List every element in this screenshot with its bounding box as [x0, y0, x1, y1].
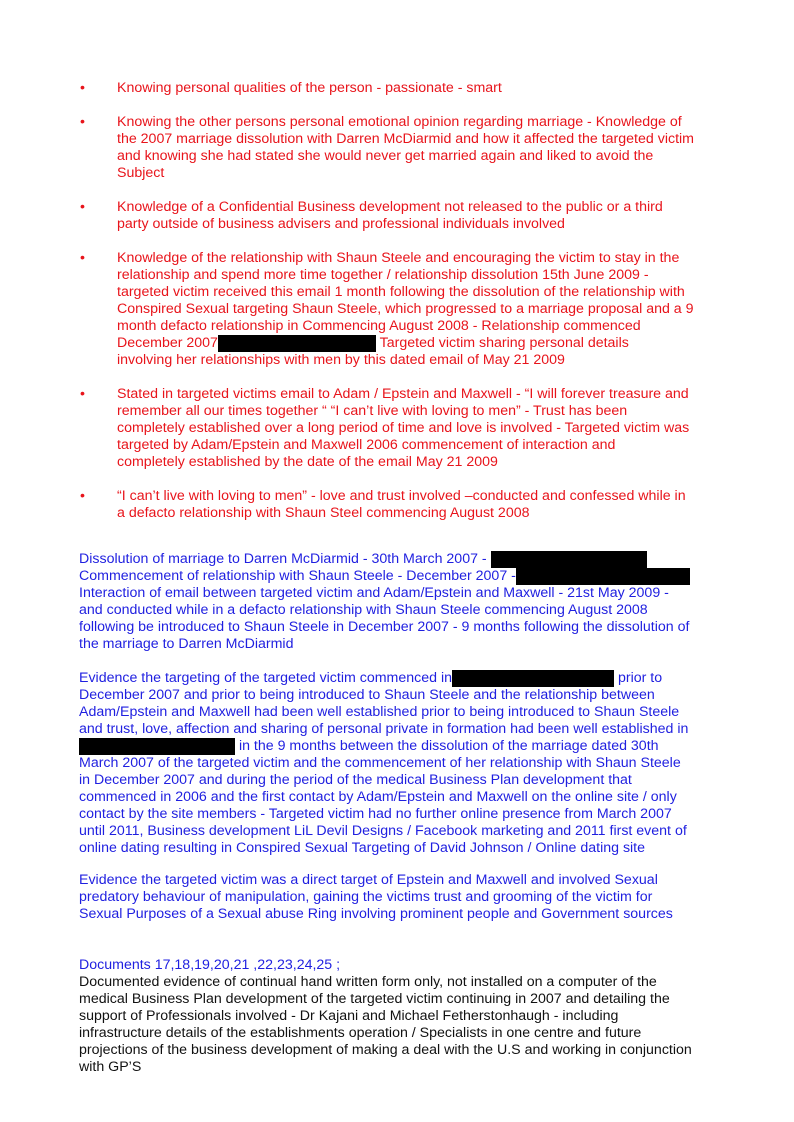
bullet-icon: •	[80, 250, 85, 266]
redaction-block	[491, 551, 647, 568]
bullet-text: Knowledge of a Confidential Business development not released to the public or a third party outside of business advisers and professional individuals involved	[117, 199, 663, 232]
bullet-item	[0, 80, 794, 97]
bullet-text: Knowing personal qualities of the person - passionate - smart	[117, 80, 502, 96]
timeline-line-2: Commencement of relationship with Shaun Steele - December 2007 -	[79, 568, 516, 584]
bullet-text: Stated in targeted victims email to Adam / Epstein and Maxwell - “I will forever treasure and remember all our times together “ “I can’t live with loving to men” - Trust has been completely established over a long period of time and love is involved - Targeted victim was targeted by Adam/Epstein and Maxwell 2006 commencement of interaction and completely established by the date of the email May 21 2009	[117, 386, 690, 470]
timeline-line-3: Interaction of email between targeted victim and Adam/Epstein and Maxwell - 21st May 2009 - and conducted while in a defacto relationship with Shaun Steele commencing August 2008 following be introduced to Shaun Steele in December 2007 - 9 months following the dissolution of the marriage to Darren McDiarmid	[79, 585, 690, 652]
bullet-icon: •	[80, 488, 85, 504]
redaction-block	[452, 670, 614, 687]
timeline-paragraph	[79, 551, 729, 653]
bullet-text: “I can’t live with loving to men” - love and trust involved –conducted and confessed while in a defacto relationship with Shaun Steel commencing August 2008	[117, 488, 686, 521]
bullet-text: Knowledge of the relationship with Shaun Steele and encouraging the victim to stay in the relationship and spend more time together / relationship dissolution 15th June 2009 - targeted victim received this email 1 month following the dissolution of the relationship with Conspired Sexual targeting Shaun Steele, which progressed to a marriage proposal and a 9 month defacto relationship in Commencing August 2008 - Relationship commenced December 2007	[117, 250, 694, 351]
bullet-item	[0, 488, 794, 522]
documents-heading: Documents 17,18,19,20,21 ,22,23,24,25 ;	[79, 957, 341, 973]
redaction-block	[516, 568, 690, 585]
bullet-list	[0, 80, 794, 539]
bullet-item	[0, 250, 794, 369]
redaction-block	[218, 335, 376, 352]
bullet-icon: •	[80, 199, 85, 215]
documents-body: Documented evidence of continual hand written form only, not installed on a computer of the medical Business Plan development of the targeted victim continuing in 2007 and detailing the support of Professionals involved - Dr Kajani and Michael Fetherstonhaugh - including infrastructure details of the establishments operation / Specialists in one centre and future projections of the business development of making a deal with the U.S and working in conjunction with GP’S	[79, 974, 692, 1075]
bullet-icon: •	[80, 114, 85, 130]
redaction-block	[79, 738, 235, 755]
bullet-item	[0, 114, 794, 182]
bullet-item	[0, 386, 794, 471]
bullet-text: Knowing the other persons personal emotional opinion regarding marriage - Knowledge of the 2007 marriage dissolution with Darren McDiarmid and how it affected the targeted victim and knowing she had stated she would never get married again and liked to avoid the Subject	[117, 114, 694, 181]
bullet-icon: •	[80, 80, 85, 96]
evidence-text: Evidence the targeting of the targeted victim commenced in	[79, 670, 453, 686]
evidence-paragraph-1	[79, 670, 729, 857]
bullet-icon: •	[80, 386, 85, 402]
timeline-line-1: Dissolution of marriage to Darren McDiarmid - 30th March 2007 -	[79, 551, 491, 567]
bullet-text-continued: Targeted victim sharing personal details involving her relationships with men by this dated email of May 21 2009	[117, 335, 629, 368]
evidence-paragraph-2: Evidence the targeted victim was a direct target of Epstein and Maxwell and involved Sexual predatory behaviour of manipulation, gaining the victims trust and grooming of the victim for Sexual Purposes of a Sexual abuse Ring involving prominent people and Government sources	[79, 872, 673, 922]
evidence-text: in the 9 months between the dissolution of the marriage dated 30th March 2007 of the targeted victim and the commencement of her relationship with Shaun Steele in December 2007 and during the period of the medical Business Plan development that commenced in 2006 and the first contact by Adam/Epstein and Maxwell on the online site / only contact by the site members - Targeted victim had no further online presence from March 2007 until 2011, Business development LiL Devil Designs / Facebook marketing and 2011 first event of online dating resulting in Conspired Sexual Targeting of David Johnson / Online dating site	[79, 738, 687, 856]
evidence-text: prior to December 2007 and prior to being introduced to Shaun Steele and the relationship between Adam/Epstein and Maxwell had been well established prior to being introduced to Shaun Steele and trust, love, affection and sharing of personal private in formation had been well established in	[79, 670, 689, 737]
bullet-item	[0, 199, 794, 233]
